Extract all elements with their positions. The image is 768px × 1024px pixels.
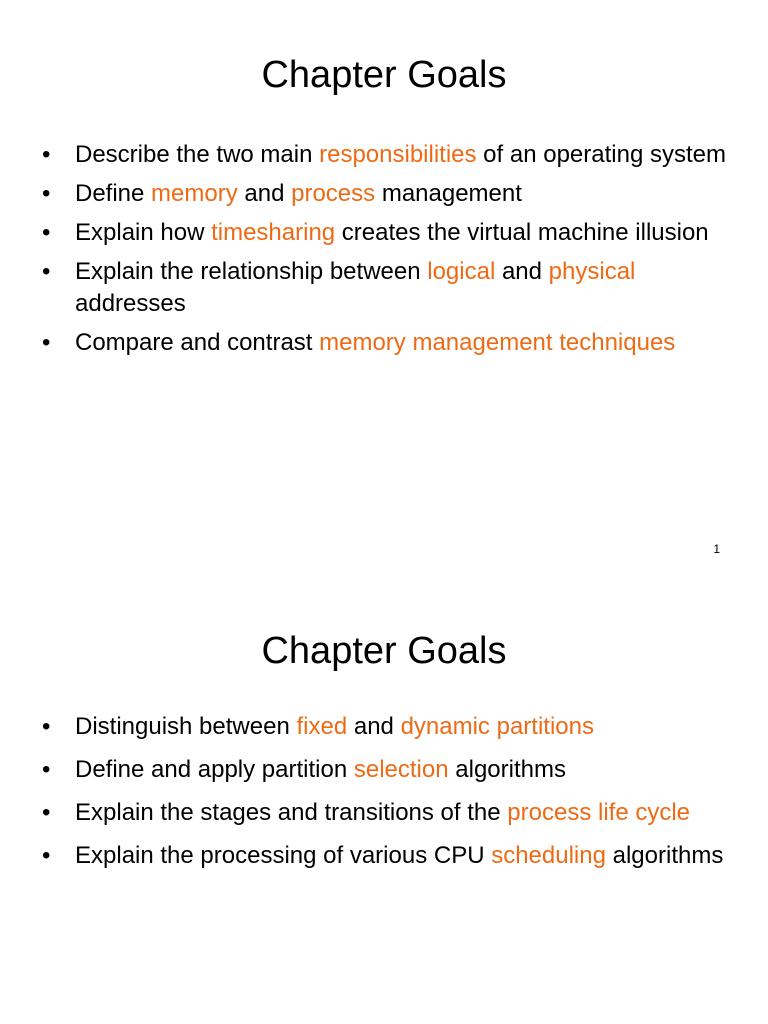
page-number: 1 bbox=[713, 542, 720, 556]
bullet-text: and bbox=[347, 713, 401, 740]
slide-title: Chapter Goals bbox=[261, 54, 507, 96]
bullet-dot-icon: • bbox=[42, 756, 51, 783]
bullet-text: Distinguish between bbox=[75, 713, 297, 740]
highlighted-term: process life cycle bbox=[507, 799, 691, 826]
bullet-text: Define bbox=[75, 180, 152, 207]
bullet-dot-icon: • bbox=[42, 219, 51, 246]
bullet-dot-icon: • bbox=[42, 713, 51, 740]
bullet-text: management bbox=[375, 180, 522, 207]
highlighted-term: dynamic partitions bbox=[400, 713, 594, 740]
highlighted-term: selection bbox=[353, 756, 449, 783]
highlighted-term: responsibilities bbox=[319, 141, 477, 168]
bullet-text: Explain the processing of various CPU bbox=[75, 842, 492, 869]
bullet-item bbox=[40, 256, 730, 320]
bullet-text: creates the virtual machine illusion bbox=[335, 219, 709, 246]
bullet-item bbox=[40, 797, 730, 829]
bullet-dot-icon: • bbox=[42, 842, 51, 869]
bullet-item bbox=[40, 139, 730, 171]
bullet-text: Define and apply partition bbox=[75, 756, 354, 783]
highlighted-term: memory management techniques bbox=[319, 329, 676, 356]
bullet-dot-icon: • bbox=[42, 141, 51, 168]
bullet-list bbox=[40, 139, 730, 366]
bullet-item bbox=[40, 711, 730, 743]
bullet-text: Explain the stages and transitions of the bbox=[75, 799, 508, 826]
highlighted-term: process bbox=[291, 180, 376, 207]
bullet-item bbox=[40, 178, 730, 210]
bullet-item bbox=[40, 217, 730, 249]
highlighted-term: fixed bbox=[296, 713, 348, 740]
bullet-dot-icon: • bbox=[42, 180, 51, 207]
bullet-text: Explain the relationship between bbox=[75, 258, 428, 285]
bullet-text: Explain how bbox=[75, 219, 212, 246]
bullet-text: and bbox=[237, 180, 292, 207]
highlighted-term: physical bbox=[548, 258, 636, 285]
bullet-text: algorithms bbox=[448, 756, 566, 783]
bullet-dot-icon: • bbox=[42, 258, 51, 285]
bullet-item bbox=[40, 754, 730, 786]
highlighted-term: memory bbox=[151, 180, 238, 207]
bullet-dot-icon: • bbox=[42, 799, 51, 826]
bullet-list bbox=[40, 711, 730, 883]
bullet-text: addresses bbox=[75, 290, 186, 317]
bullet-item bbox=[40, 327, 730, 359]
highlighted-term: timesharing bbox=[211, 219, 336, 246]
bullet-text: Compare and contrast bbox=[75, 329, 320, 356]
highlighted-term: scheduling bbox=[491, 842, 606, 869]
bullet-item bbox=[40, 840, 730, 872]
bullet-dot-icon: • bbox=[42, 329, 51, 356]
bullet-text: of an operating system bbox=[476, 141, 726, 168]
slide-title: Chapter Goals bbox=[261, 630, 507, 672]
highlighted-term: logical bbox=[427, 258, 496, 285]
bullet-text: Describe the two main bbox=[75, 141, 320, 168]
bullet-text: algorithms bbox=[605, 842, 724, 869]
bullet-text: and bbox=[495, 258, 549, 285]
slide-2 bbox=[0, 572, 768, 1024]
